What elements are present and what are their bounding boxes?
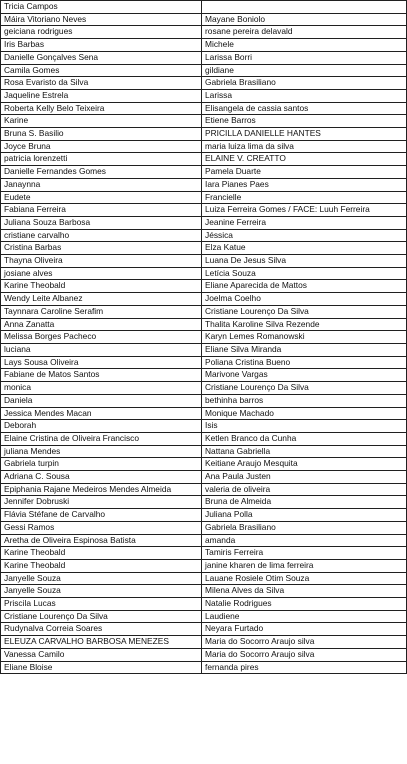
name-cell-right: Lauane Rosiele Otim Souza	[202, 572, 407, 585]
table-row	[1, 432, 407, 445]
table-row	[1, 280, 407, 293]
name-cell-right: ELAINE V. CREATTO	[202, 153, 407, 166]
table-row	[1, 153, 407, 166]
name-cell-right: Pamela Duarte	[202, 166, 407, 179]
name-cell-right: fernanda pires	[202, 661, 407, 674]
name-cell-right: gildiane	[202, 64, 407, 77]
name-cell-right: Luana De Jesus Silva	[202, 255, 407, 268]
table-row	[1, 521, 407, 534]
name-cell-right: Ketlen Branco da Cunha	[202, 432, 407, 445]
name-cell-right: Tamiris Ferreira	[202, 547, 407, 560]
table-row	[1, 382, 407, 395]
name-cell-left: Cristina Barbas	[1, 242, 202, 255]
name-cell-left: patricia lorenzetti	[1, 153, 202, 166]
name-cell-left: Janyelle Souza	[1, 585, 202, 598]
table-row	[1, 369, 407, 382]
table-row	[1, 77, 407, 90]
name-cell-left: geiciana rodrigues	[1, 26, 202, 39]
name-cell-left: Rudynalva Correia Soares	[1, 623, 202, 636]
name-cell-right: Mayane Boniolo	[202, 13, 407, 26]
table-row	[1, 178, 407, 191]
table-row	[1, 64, 407, 77]
name-cell-left: Daniela	[1, 394, 202, 407]
name-cell-left: Taynnara Caroline Serafim	[1, 305, 202, 318]
table-row	[1, 636, 407, 649]
name-cell-left: Elaine Cristina de Oliveira Francisco	[1, 432, 202, 445]
name-cell-left: Anna Zanatta	[1, 318, 202, 331]
name-cell-right: Larissa	[202, 89, 407, 102]
name-cell-left: Cristiane Lourenço Da Silva	[1, 610, 202, 623]
name-cell-right: Poliana Cristina Bueno	[202, 356, 407, 369]
table-row	[1, 445, 407, 458]
name-cell-right: Milena Alves da Silva	[202, 585, 407, 598]
name-cell-left: Jennifer Dobruski	[1, 496, 202, 509]
table-row	[1, 318, 407, 331]
table-row	[1, 305, 407, 318]
name-cell-right: Neyara Furtado	[202, 623, 407, 636]
table-row	[1, 39, 407, 52]
table-row	[1, 483, 407, 496]
table-row	[1, 267, 407, 280]
name-cell-right: Jeanine Ferreira	[202, 216, 407, 229]
name-cell-right: Maria do Socorro Araujo silva	[202, 648, 407, 661]
name-cell-right: Laudiene	[202, 610, 407, 623]
table-row	[1, 216, 407, 229]
name-cell-right: Elisangela de cassia santos	[202, 102, 407, 115]
table-row	[1, 598, 407, 611]
name-cell-left: Aretha de Oliveira Espinosa Batista	[1, 534, 202, 547]
name-cell-right: rosane pereira delavald	[202, 26, 407, 39]
table-row	[1, 458, 407, 471]
table-row	[1, 420, 407, 433]
name-cell-right: Thalita Karoline Silva Rezende	[202, 318, 407, 331]
name-cell-right: Cristiane Lourenço Da Silva	[202, 382, 407, 395]
name-cell-left: Melissa Borges Pacheco	[1, 331, 202, 344]
name-cell-left: Vanessa Camilo	[1, 648, 202, 661]
name-cell-left: Lays Sousa Oliveira	[1, 356, 202, 369]
name-cell-left: Epiphania Rajane Medeiros Mendes Almeida	[1, 483, 202, 496]
name-cell-left: Fabiane de Matos Santos	[1, 369, 202, 382]
name-cell-left: Máira Vitoriano Neves	[1, 13, 202, 26]
name-cell-right: Marivone Vargas	[202, 369, 407, 382]
name-cell-right: Cristiane Lourenço Da Silva	[202, 305, 407, 318]
name-cell-right: Larissa Borri	[202, 51, 407, 64]
table-row	[1, 547, 407, 560]
name-cell-left: Roberta Kelly Belo Teixeira	[1, 102, 202, 115]
name-cell-left: Joyce Bruna	[1, 140, 202, 153]
table-row	[1, 509, 407, 522]
name-cell-left: Bruna S. Basilio	[1, 128, 202, 141]
table-row	[1, 191, 407, 204]
name-cell-left: Deborah	[1, 420, 202, 433]
name-cell-right: Bruna de Almeida	[202, 496, 407, 509]
name-cell-left: Karine Theobald	[1, 280, 202, 293]
name-cell-right: Karyn Lemes Romanowski	[202, 331, 407, 344]
name-cell-right: Etiene Barros	[202, 115, 407, 128]
table-row	[1, 229, 407, 242]
table-row	[1, 204, 407, 217]
name-cell-left: Eudete	[1, 191, 202, 204]
name-cell-right: Maria do Socorro Araujo silva	[202, 636, 407, 649]
table-row	[1, 661, 407, 674]
table-row	[1, 26, 407, 39]
name-cell-left: Jaqueline Estrela	[1, 89, 202, 102]
name-cell-right: Nattana Gabriella	[202, 445, 407, 458]
name-cell-left: Fabiana Ferreira	[1, 204, 202, 217]
name-cell-left: Gabriela turpin	[1, 458, 202, 471]
name-cell-left: Thayna Oliveira	[1, 255, 202, 268]
name-cell-left: Karine Theobald	[1, 547, 202, 560]
name-cell-right: Eliane Aparecida de Mattos	[202, 280, 407, 293]
table-row	[1, 394, 407, 407]
name-cell-right: Joelma Coelho	[202, 293, 407, 306]
name-cell-left: Karine	[1, 115, 202, 128]
table-row	[1, 331, 407, 344]
name-cell-left: juliana Mendes	[1, 445, 202, 458]
name-cell-left: Janyelle Souza	[1, 572, 202, 585]
name-cell-right: Gabriela Brasiliano	[202, 77, 407, 90]
name-cell-right: Francielle	[202, 191, 407, 204]
name-cell-left: Flávia Stéfane de Carvalho	[1, 509, 202, 522]
name-cell-right: Ana Paula Justen	[202, 471, 407, 484]
table-row	[1, 623, 407, 636]
name-cell-left: Camila Gomes	[1, 64, 202, 77]
table-row	[1, 356, 407, 369]
name-cell-left: ELEUZA CARVALHO BARBOSA MENEZES	[1, 636, 202, 649]
table-row	[1, 13, 407, 26]
name-cell-left: Tricia Campos	[1, 1, 202, 14]
name-cell-left: Jessica Mendes Macan	[1, 407, 202, 420]
name-cell-right: Michele	[202, 39, 407, 52]
name-cell-right: Keitiane Araujo Mesquita	[202, 458, 407, 471]
name-cell-right: maria luiza lima da silva	[202, 140, 407, 153]
name-cell-left: cristiane carvalho	[1, 229, 202, 242]
name-cell-left: Eliane Bloise	[1, 661, 202, 674]
name-cell-left: Danielle Gonçalves Sena	[1, 51, 202, 64]
table-row	[1, 115, 407, 128]
name-cell-left: Iris Barbas	[1, 39, 202, 52]
table-row	[1, 534, 407, 547]
table-row	[1, 242, 407, 255]
name-cell-left: monica	[1, 382, 202, 395]
name-cell-right: Isis	[202, 420, 407, 433]
name-cell-right: Gabriela Brasiliano	[202, 521, 407, 534]
name-cell-right: Eliane Silva Miranda	[202, 343, 407, 356]
name-cell-left: Janaynna	[1, 178, 202, 191]
name-cell-right: Jéssica	[202, 229, 407, 242]
name-cell-right: Iara Pianes Paes	[202, 178, 407, 191]
table-row	[1, 89, 407, 102]
table-row	[1, 140, 407, 153]
name-cell-right: Monique Machado	[202, 407, 407, 420]
name-cell-right: Luiza Ferreira Gomes / FACE: Luuh Ferreira	[202, 204, 407, 217]
name-cell-right: Natalie Rodrigues	[202, 598, 407, 611]
table-row	[1, 51, 407, 64]
name-cell-left: Gessi Ramos	[1, 521, 202, 534]
name-cell-right: Elza Katue	[202, 242, 407, 255]
name-cell-left: Adriana C. Sousa	[1, 471, 202, 484]
names-table-body	[1, 1, 407, 674]
name-cell-right	[202, 1, 407, 14]
table-row	[1, 255, 407, 268]
name-cell-right: janine kharen de lima ferreira	[202, 559, 407, 572]
name-cell-right: bethinha barros	[202, 394, 407, 407]
table-row	[1, 572, 407, 585]
table-row	[1, 610, 407, 623]
name-cell-left: Priscila Lucas	[1, 598, 202, 611]
name-cell-left: Rosa Evaristo da Silva	[1, 77, 202, 90]
name-cell-left: Karine Theobald	[1, 559, 202, 572]
name-cell-left: luciana	[1, 343, 202, 356]
name-cell-left: Wendy Leite Albanez	[1, 293, 202, 306]
name-cell-left: Danielle Fernandes Gomes	[1, 166, 202, 179]
table-row	[1, 407, 407, 420]
name-cell-left: Juliana Souza Barbosa	[1, 216, 202, 229]
name-cell-right: valeria de oliveira	[202, 483, 407, 496]
name-cell-right: amanda	[202, 534, 407, 547]
table-row	[1, 343, 407, 356]
table-row	[1, 1, 407, 14]
table-row	[1, 648, 407, 661]
table-row	[1, 471, 407, 484]
table-row	[1, 293, 407, 306]
name-cell-left: josiane alves	[1, 267, 202, 280]
name-cell-right: PRICILLA DANIELLE HANTES	[202, 128, 407, 141]
name-cell-right: Letícia Souza	[202, 267, 407, 280]
table-row	[1, 128, 407, 141]
table-row	[1, 585, 407, 598]
table-row	[1, 166, 407, 179]
table-row	[1, 559, 407, 572]
table-row	[1, 102, 407, 115]
table-row	[1, 496, 407, 509]
name-cell-right: Juliana Polla	[202, 509, 407, 522]
